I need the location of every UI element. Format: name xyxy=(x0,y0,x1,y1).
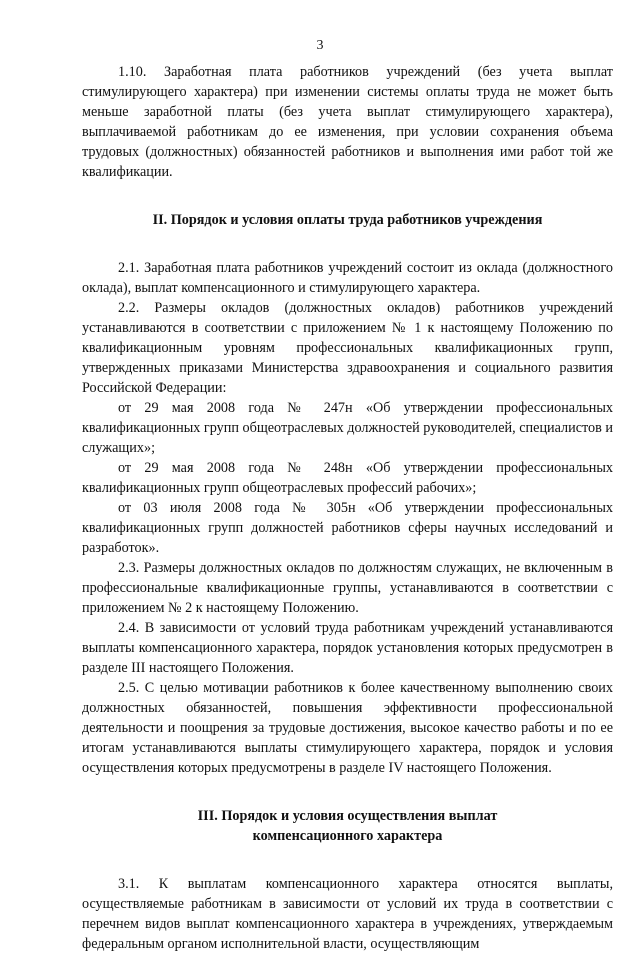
section-3-title-line-1: III. Порядок и условия осуществления выплат xyxy=(197,808,498,824)
paragraph-3-1: 3.1. К выплатам компенсационного характера относятся выплаты, осуществляемые работникам в зависимости от условий их труда в соответствии с перечнем видов выплат компенсационного характера в учреждениях, утверждаемым федеральным органом исполнительной власти, осуществляющим xyxy=(82,876,613,952)
page-content xyxy=(82,62,613,954)
paragraph-2-4: 2.4. В зависимости от условий труда работникам учреждений устанавливаются выплаты компенсационного характера, порядок установления которых предусмотрен в разделе III настоящего Положения. xyxy=(82,620,613,676)
paragraph-2-1: 2.1. Заработная плата работников учреждений состоит из оклада (должностного оклада), выплат компенсационного и стимулирующего характера. xyxy=(82,260,613,296)
paragraph-2-5: 2.5. С целью мотивации работников к более качественному выполнению своих должностных обязанностей, повышения эффективности профессиональной деятельности и поощрения за трудовые достижения, высокое качество работы и по ее итогам устанавливаются выплаты стимулирующего характера, порядок и условия осуществления которых предусмотрены в разделе IV настоящего Положения. xyxy=(82,680,613,776)
section-3-title-line-2: компенсационного характера xyxy=(252,828,443,844)
paragraph-order-305: от 03 июля 2008 года № 305н «Об утверждении профессиональных квалификационных групп должностей работников сферы научных исследований и разработок». xyxy=(82,500,613,556)
paragraph-order-247: от 29 мая 2008 года № 247н «Об утверждении профессиональных квалификационных групп общеотраслевых должностей руководителей, специалистов и служащих»; xyxy=(82,400,613,456)
paragraph-1-10: 1.10. Заработная плата работников учреждений (без учета выплат стимулирующего характера) при изменении системы оплаты труда не может быть меньше заработной платы (без учета выплат стимулирующего характера), выплачиваемой работникам до ее изменения, при условии сохранения объема трудовых (должностных) обязанностей работников и выполнения ими работ той же квалификации. xyxy=(82,64,613,180)
spacer xyxy=(82,182,613,210)
paragraph-2-3: 2.3. Размеры должностных окладов по должностям служащих, не включенным в профессиональные квалификационные группы, устанавливаются в соответствии с приложением № 2 к настоящему Положению. xyxy=(82,560,613,616)
paragraph-2-2: 2.2. Размеры окладов (должностных окладов) работников учреждений устанавливаются в соответствии с приложением № 1 к настоящему Положению по квалификационным уровням профессиональных квалификационных групп, утвержденных приказами Министерства здравоохранения и социального развития Российской Федерации: xyxy=(82,300,613,396)
section-2-title: II. Порядок и условия оплаты труда работников учреждения xyxy=(152,212,543,228)
section-3-title xyxy=(82,806,613,846)
spacer xyxy=(82,230,613,258)
page-number: 3 xyxy=(316,38,324,53)
paragraph-order-248: от 29 мая 2008 года № 248н «Об утверждении профессиональных квалификационных групп общеотраслевых профессий рабочих»; xyxy=(82,460,613,496)
spacer xyxy=(82,778,613,806)
spacer xyxy=(82,846,613,874)
